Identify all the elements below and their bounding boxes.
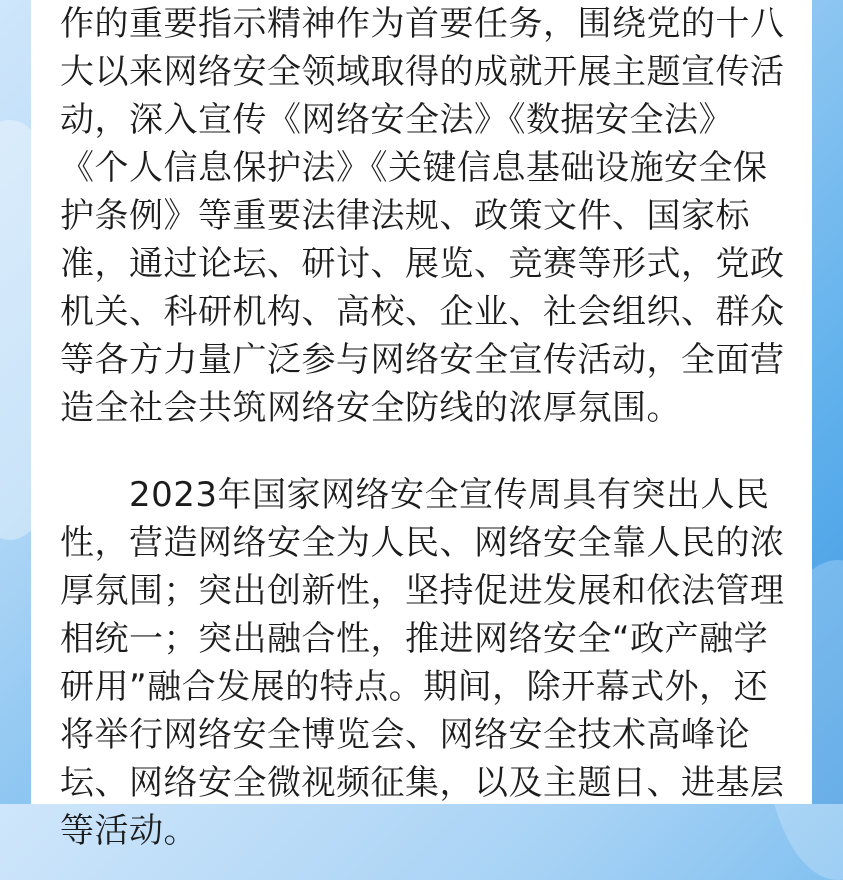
text-line: 准，通过论坛、研讨、展览、竞赛等形式，党政 — [60, 244, 785, 284]
text-line: 《个人信息保护法》《关键信息基础设施安全保 — [60, 148, 768, 188]
text-line: 将举行网络安全博览会、网络安全技术高峰论 — [60, 715, 750, 755]
text-line: 相统一；突出融合性，推进网络安全“政产融学 — [60, 619, 769, 659]
text-line: 2023年国家网络安全宣传周具有突出人民 — [60, 475, 770, 515]
text-line: 造全社会共筑网络安全防线的浓厚氛围。 — [60, 388, 681, 428]
text-line: 动，深入宣传《网络安全法》《数据安全法》 — [60, 100, 733, 140]
article-body — [60, 0, 785, 855]
paragraph-1 — [60, 0, 785, 432]
text-line: 研用”融合发展的特点。期间，除开幕式外，还 — [60, 667, 769, 707]
text-line: 机关、科研机构、高校、企业、社会组织、群众 — [60, 292, 785, 332]
text-line: 等各方力量广泛参与网络安全宣传活动，全面营 — [60, 340, 785, 380]
paragraph-gap — [60, 432, 785, 471]
text-line: 坛、网络安全微视频征集，以及主题日、进基层 — [60, 763, 785, 803]
text-line: 厚氛围；突出创新性，坚持促进发展和依法管理 — [60, 571, 785, 611]
text-line: 等活动。 — [60, 811, 198, 851]
text-line: 大以来网络安全领域取得的成就开展主题宣传活 — [60, 52, 785, 92]
text-line: 护条例》等重要法律法规、政策文件、国家标 — [60, 196, 750, 236]
article-card — [31, 0, 812, 851]
text-line: 作的重要指示精神作为首要任务，围绕党的十八 — [60, 4, 785, 44]
paragraph-2 — [60, 471, 785, 855]
text-line: 性，营造网络安全为人民、网络安全靠人民的浓 — [60, 523, 785, 563]
